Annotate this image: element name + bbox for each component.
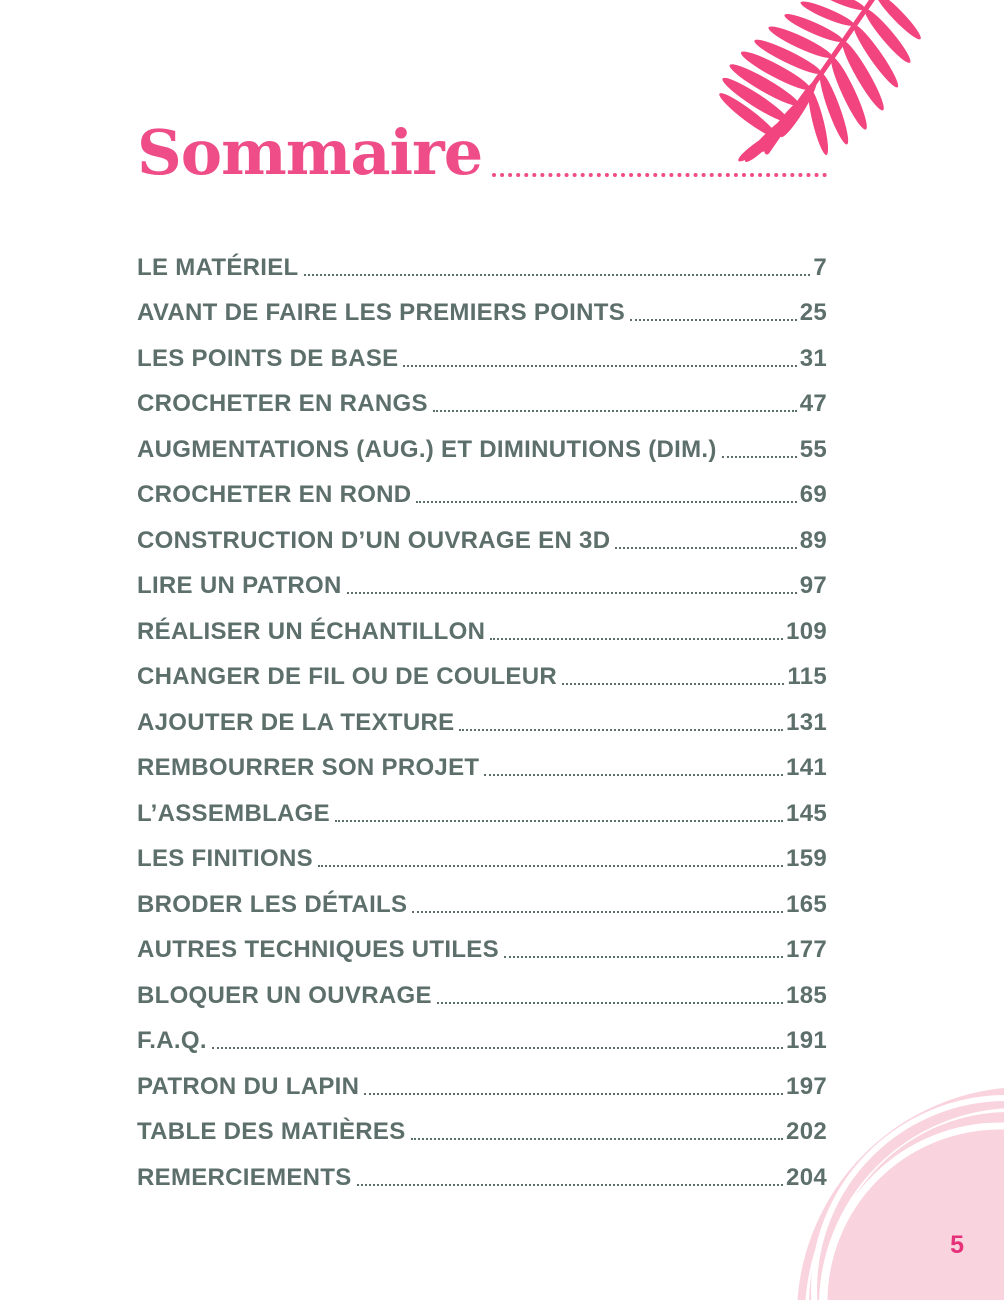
dotted-leader — [357, 1184, 783, 1186]
dotted-leader — [504, 956, 783, 958]
page-title: Sommaire — [137, 116, 483, 189]
toc-row — [137, 962, 827, 1008]
toc-entry-label: LE MATÉRIEL — [137, 253, 299, 281]
toc-entry-page: 197 — [786, 1072, 827, 1100]
dotted-leader — [318, 865, 783, 867]
toc-entry-label: TABLE DES MATIÈRES — [137, 1118, 406, 1145]
dotted-leader — [437, 1002, 783, 1004]
toc-row — [137, 735, 827, 781]
toc-entry-page: 89 — [799, 526, 827, 554]
toc-entry-page: 177 — [786, 936, 827, 963]
toc-list — [137, 234, 827, 1190]
dotted-leader — [412, 911, 783, 913]
toc-row — [137, 416, 827, 462]
toc-entry-label: REMERCIEMENTS — [137, 1163, 352, 1191]
toc-entry-page: 115 — [787, 663, 827, 690]
dotted-leader — [416, 501, 796, 503]
toc-entry-label: AVANT DE FAIRE LES PREMIERS POINTS — [137, 299, 626, 326]
dotted-leader — [403, 365, 796, 367]
toc-entry-page: 159 — [786, 845, 827, 872]
toc-entry-label: AUTRES TECHNIQUES UTILES — [137, 936, 499, 963]
toc-entry-label: CHANGER DE FIL OU DE COULEUR — [137, 663, 557, 690]
toc-entry-label: LES POINTS DE BASE — [137, 344, 399, 372]
toc-entry-label: PATRON DU LAPIN — [137, 1072, 360, 1100]
title-row — [137, 116, 827, 189]
toc-row — [137, 826, 827, 872]
toc-entry-label: AUGMENTATIONS (AUG.) ET DIMINUTIONS (DIM.) — [137, 435, 717, 463]
dotted-leader — [212, 1047, 783, 1049]
toc-entry-page: 145 — [786, 799, 827, 827]
toc-entry-page: 55 — [799, 435, 827, 463]
toc-row — [137, 507, 827, 553]
toc-entry-label: F.A.Q. — [137, 1027, 207, 1054]
toc-row — [137, 1008, 827, 1054]
dotted-leader — [490, 638, 783, 640]
toc-entry-page: 25 — [799, 299, 827, 326]
toc-entry-label: CROCHETER EN ROND — [137, 481, 412, 508]
toc-entry-page: 141 — [786, 754, 827, 781]
toc-row — [137, 553, 827, 599]
toc-row — [137, 780, 827, 826]
toc-entry-label: AJOUTER DE LA TEXTURE — [137, 708, 455, 736]
toc-entry-label: LES FINITIONS — [137, 845, 313, 872]
toc-row — [137, 917, 827, 963]
toc-row — [137, 371, 827, 417]
dotted-leader — [562, 683, 784, 685]
toc-row — [137, 325, 827, 371]
toc-entry-page: 47 — [799, 390, 827, 417]
dotted-leader — [722, 456, 797, 458]
toc-row — [137, 689, 827, 735]
dotted-leader — [433, 410, 797, 412]
dotted-leader — [304, 274, 811, 276]
toc-row — [137, 871, 827, 917]
toc-entry-label: CONSTRUCTION D’UN OUVRAGE EN 3D — [137, 526, 611, 554]
toc-row — [137, 280, 827, 326]
dotted-leader — [364, 1093, 783, 1095]
toc-entry-label: LIRE UN PATRON — [137, 572, 342, 599]
toc-entry-page: 97 — [799, 572, 827, 599]
toc-entry-label: L’ASSEMBLAGE — [137, 799, 330, 827]
title-dotted-line — [492, 173, 827, 177]
toc-entry-label: CROCHETER EN RANGS — [137, 390, 428, 417]
toc-entry-page: 7 — [813, 253, 827, 281]
toc-entry-page: 131 — [786, 708, 827, 736]
dotted-leader — [411, 1138, 784, 1140]
toc-entry-page: 202 — [786, 1118, 827, 1145]
toc-row — [137, 598, 827, 644]
toc-row — [137, 1099, 827, 1145]
toc-entry-label: RÉALISER UN ÉCHANTILLON — [137, 617, 486, 645]
toc-row — [137, 1053, 827, 1099]
dotted-leader — [630, 319, 797, 321]
toc-entry-label: BLOQUER UN OUVRAGE — [137, 981, 432, 1009]
dotted-leader — [459, 729, 783, 731]
toc-row — [137, 462, 827, 508]
toc-row — [137, 1144, 827, 1190]
toc-row — [137, 234, 827, 280]
dotted-leader — [347, 592, 797, 594]
toc-entry-page: 165 — [786, 890, 827, 918]
toc-entry-page: 204 — [786, 1163, 827, 1191]
toc-entry-page: 185 — [786, 981, 827, 1009]
toc-entry-page: 109 — [786, 617, 827, 645]
toc-entry-page: 31 — [799, 344, 827, 372]
toc-entry-page: 191 — [786, 1027, 827, 1054]
toc-entry-label: REMBOURRER SON PROJET — [137, 754, 480, 781]
toc-row — [137, 644, 827, 690]
page-number: 5 — [950, 1231, 964, 1259]
dotted-leader — [335, 820, 783, 822]
toc-entry-label: BRODER LES DÉTAILS — [137, 890, 408, 918]
dotted-leader — [615, 547, 796, 549]
dotted-leader — [484, 774, 783, 776]
toc-entry-page: 69 — [799, 481, 827, 508]
